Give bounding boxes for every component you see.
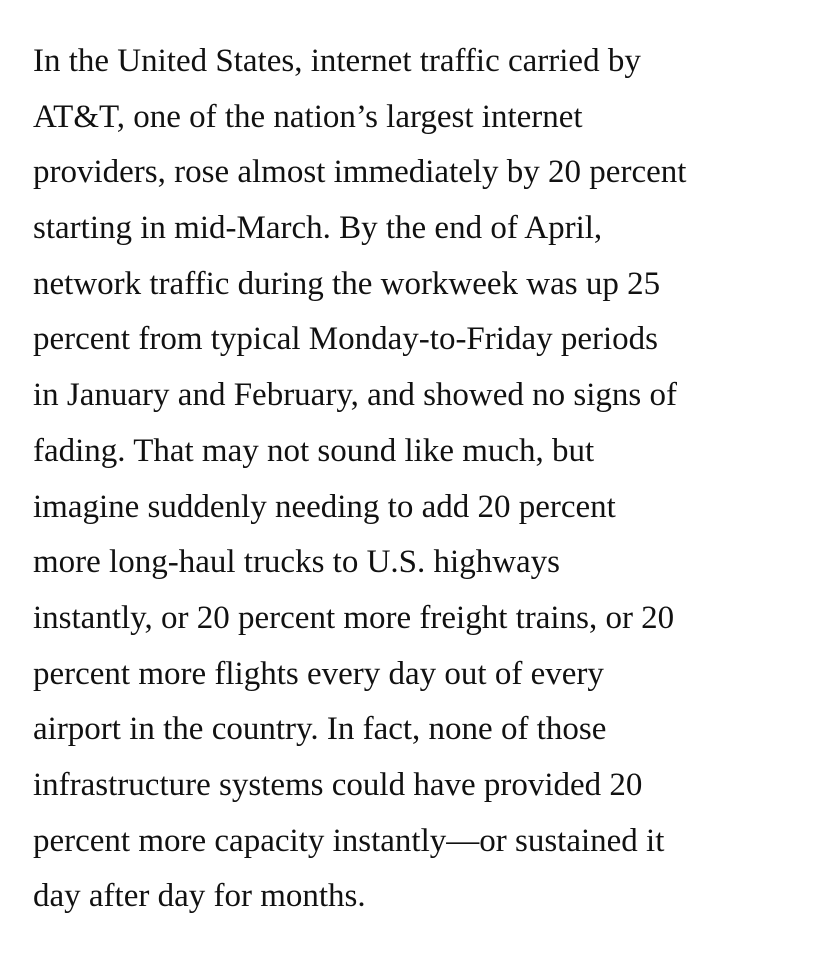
paragraph-line: in January and February, and showed no signs of bbox=[33, 377, 677, 414]
paragraph-line: instantly, or 20 percent more freight trains, or 20 bbox=[33, 599, 675, 636]
paragraph-line: airport in the country. In fact, none of those bbox=[33, 711, 607, 748]
paragraph-line: percent more flights every day out of every bbox=[33, 655, 604, 692]
paragraph-line: imagine suddenly needing to add 20 percent bbox=[33, 488, 616, 525]
paragraph-line: percent more capacity instantly—or sustained it bbox=[33, 822, 665, 859]
paragraph-line: day after day for months. bbox=[33, 878, 366, 915]
paragraph-line: AT&T, one of the nation’s largest internet bbox=[33, 98, 583, 135]
paragraph-line: more long-haul trucks to U.S. highways bbox=[33, 544, 561, 581]
paragraph-line: starting in mid-March. By the end of April, bbox=[33, 210, 603, 247]
paragraph-line: percent from typical Monday-to-Friday periods bbox=[33, 321, 658, 358]
paragraph-line: infrastructure systems could have provided 20 bbox=[33, 766, 643, 803]
paragraph-line: network traffic during the workweek was up 25 bbox=[33, 265, 661, 302]
paragraph-line: providers, rose almost immediately by 20 percent bbox=[33, 154, 687, 191]
paragraph-line: fading. That may not sound like much, but bbox=[33, 432, 595, 469]
paragraph-line: In the United States, internet traffic carried by bbox=[33, 43, 641, 79]
article-paragraph bbox=[33, 34, 823, 925]
